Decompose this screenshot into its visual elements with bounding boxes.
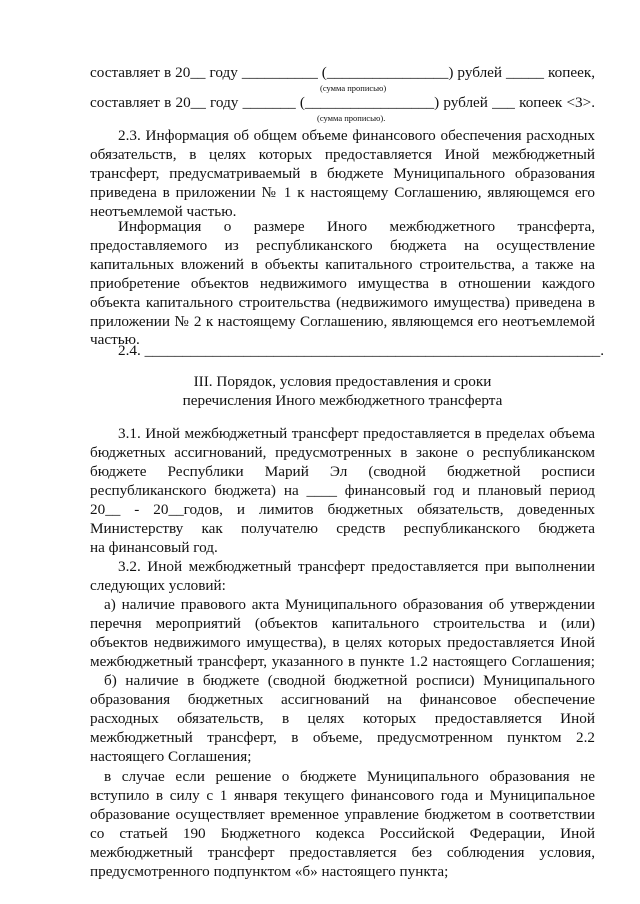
text-line: Министерству как получателю средств республиканского бюджета [90,520,595,537]
text-line: а) наличие правового акта Муниципального образования об утверждении [104,596,595,613]
text-line: образование осуществляет временное управление бюджетом в соответствии [90,806,595,823]
section-heading: перечисления Иного межбюджетного трансферта [182,392,503,409]
text-line: объектов недвижимого имущества), в целях которых предоставляется Иной [90,634,595,651]
text-line: со статьей 190 Бюджетного кодекса Российской Федерации, Иной [90,825,595,842]
text-line: частью. [90,331,140,348]
text-line: 20__ - 20__годов, и лимитов бюджетных обязательств, доведенных [90,501,595,518]
section-heading: III. Порядок, условия предоставления и сроки [193,373,492,390]
text-line: предусмотренного подпунктом «б» настоящего пункта; [90,863,449,880]
text-line: приведена в приложении № 1 к настоящему Соглашению, являющемся его [90,184,595,201]
text-line: приобретение объектов недвижимого имущества в отношении каждого [90,275,595,292]
text-line: неотъемлемой частью. [90,203,237,220]
text-line: 2.3. Информация об общем объеме финансового обеспечения расходных [118,127,595,144]
text-line: вступило в силу с 1 января текущего финансового года и Муниципальное [90,787,595,804]
text-line: расходных обязательств, в целях которых предоставляется Иной [90,710,595,727]
text-line: межбюджетный трансферт, в объеме, предусмотренном пунктом 2.2 [90,729,595,746]
text-line: на финансовый год. [90,539,218,556]
text-line: настоящего Соглашения; [90,748,252,765]
text-line: составляет в 20__ году _______ (_________________) рублей ___ копеек <3>. [90,94,595,111]
text-line: межбюджетный трансферт, указанного в пункте 1.2 настоящего Соглашения; [90,653,595,670]
text-line: 3.1. Иной межбюджетный трансферт предоставляется в пределах объема [118,425,595,442]
text-line: бюджете Республики Марий Эл (сводной бюджетной росписи [90,463,595,480]
text-line: следующих условий: [90,577,226,594]
text-line: Информация о размере Иного межбюджетного трансферта, [118,218,595,235]
text-line: межбюджетный трансферт предоставляется без соблюдения условия, [90,844,595,861]
text-line: республиканского бюджета) на ____ финансовый год и плановый период [90,482,595,499]
text-line: 3.2. Иной межбюджетный трансферт предоставляется при выполнении [118,558,595,575]
text-line: капитальных вложений в объекты капитального строительства, а также на [90,256,595,273]
caption-sum-in-words: (сумма прописью). [317,113,386,123]
text-line: трансферт, предусматриваемый в бюджете Муниципального образования [90,165,595,182]
text-line: составляет в 20__ году __________ (________________) рублей _____ копеек, [90,64,595,81]
text-line: б) наличие в бюджете (сводной бюджетной росписи) Муниципального [104,672,595,689]
text-line: в случае если решение о бюджете Муниципального образования не [104,768,595,785]
text-line: образования бюджетных ассигнований на финансовое обеспечение [90,691,595,708]
text-line: перечня мероприятий (объектов капитального строительства и (или) [90,615,595,632]
text-line: обязательств, в целях которых предоставляется Иной межбюджетный [90,146,595,163]
text-line: приложении № 2 к настоящему Соглашению, являющемся его неотъемлемой [90,313,595,330]
text-line: объекта капитального строительства (недвижимого имущества) приведена в [90,294,595,311]
text-line: 2.4. ____________________________________________________________. [118,342,604,359]
text-line: предоставляемого из республиканского бюджета на осуществление [90,237,595,254]
text-line: бюджетных ассигнований, предусмотренных в законе о республиканском [90,444,595,461]
caption-sum-in-words: (сумма прописью) [320,83,387,93]
